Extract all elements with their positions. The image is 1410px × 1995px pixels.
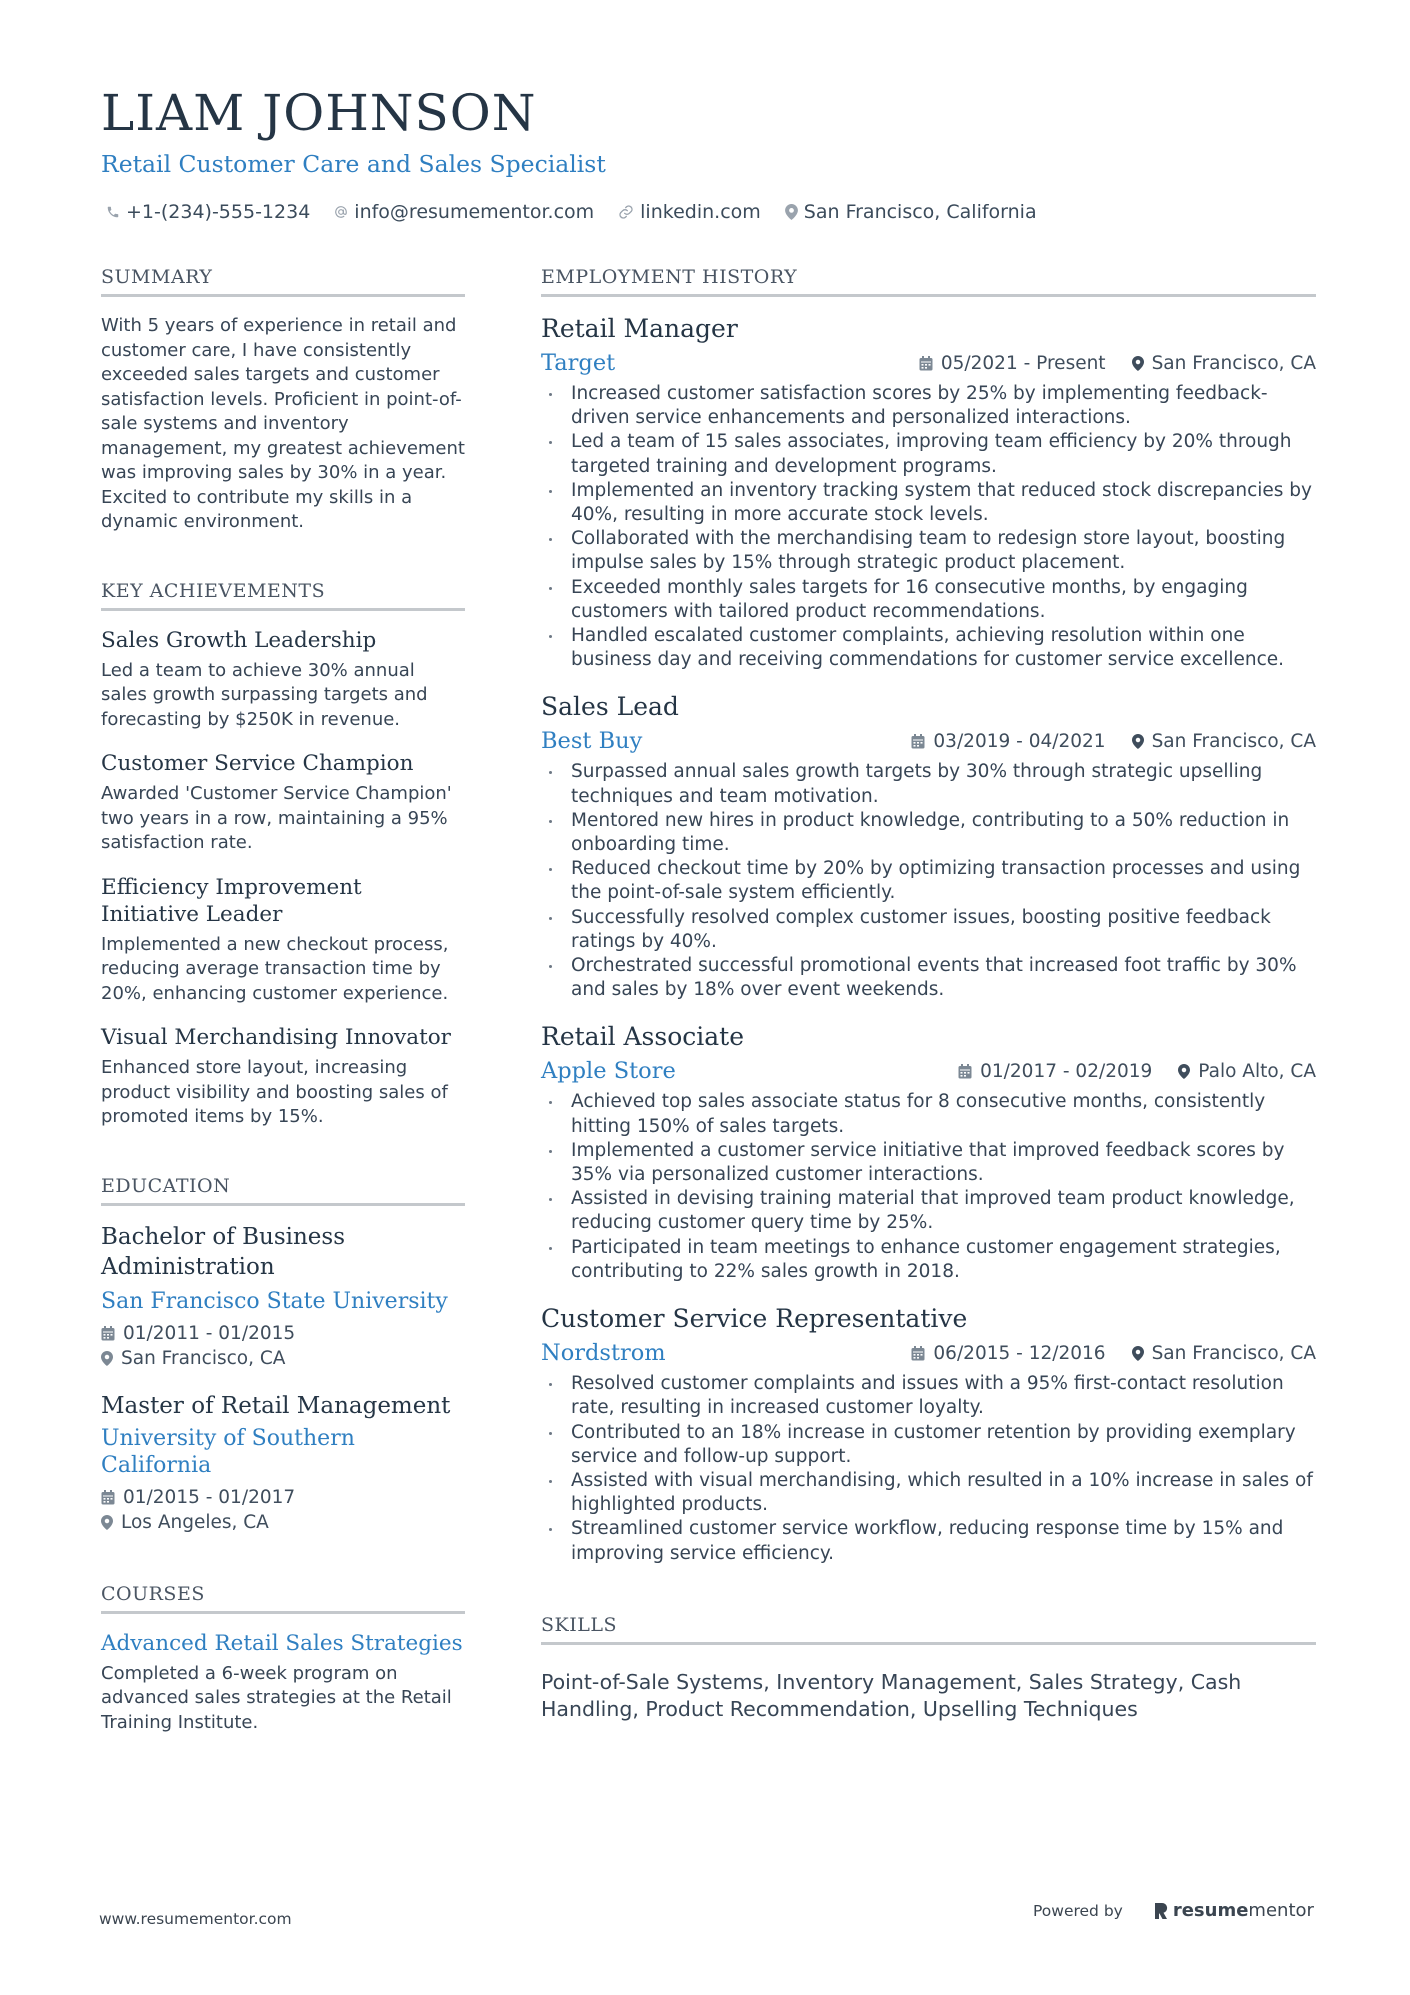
job-location-text: San Francisco, CA [1151, 1342, 1316, 1364]
calendar-icon [911, 1346, 925, 1361]
location-pin-icon [1178, 1064, 1190, 1079]
achievement-text: Led a team to achieve 30% annual sales growth surpassing targets and forecasting by $250K in revenue. [101, 659, 428, 730]
job-bullet: Assisted in devising training material that improved team product knowledge, reducing customer query time by 25%. [541, 1187, 1316, 1235]
achievement-item [101, 627, 465, 733]
education-heading: EDUCATION [101, 1175, 465, 1206]
achievement-title: Visual Merchandising Innovator [101, 1025, 451, 1050]
job-meta [911, 1343, 1316, 1364]
link-icon [618, 204, 634, 220]
contact-location [785, 201, 1037, 223]
achievement-title: Sales Growth Leadership [101, 627, 377, 653]
job-meta [958, 1061, 1316, 1082]
job-dates [919, 353, 1106, 374]
job-bullet: Led a team of 15 sales associates, improving team efficiency by 20% through targeted training and development programs. [541, 430, 1316, 478]
job-dates-text: 01/2017 - 02/2019 [980, 1060, 1153, 1082]
contact-email-text: info@resumementor.com [354, 201, 595, 223]
job-bullets [541, 760, 1316, 1002]
achievement-text: Awarded 'Customer Service Champion' two years in a row, maintaining a 95% satisfaction rate. [101, 783, 452, 853]
degree-title: Master of Retail Management [101, 1392, 451, 1419]
company-name: Best Buy [541, 728, 643, 755]
job-bullet: Collaborated with the merchandising team to redesign store layout, boosting impulse sales by 15% through strategic product placement. [541, 527, 1316, 575]
job-entry [541, 1022, 1316, 1284]
achievements-heading: KEY ACHIEVEMENTS [101, 580, 465, 611]
brand-logo[interactable] [1153, 1900, 1314, 1921]
achievement-title: Efficiency Improvement Initiative Leader [101, 874, 362, 927]
location-pin-icon [1132, 734, 1144, 749]
job-dates [911, 1343, 1105, 1364]
company-name: Nordstrom [541, 1340, 666, 1367]
job-bullets [541, 1090, 1316, 1284]
calendar-icon [101, 1490, 115, 1505]
footer-branding [1033, 1900, 1314, 1921]
calendar-icon [958, 1064, 972, 1079]
job-location-text: Palo Alto, CA [1198, 1060, 1316, 1082]
left-column [101, 266, 465, 1735]
education-location [101, 1510, 465, 1535]
achievement-text: Implemented a new checkout process, reducing average transaction time by 20%, enhancing customer experience. [101, 933, 449, 1004]
location-pin-icon [101, 1351, 113, 1366]
job-bullet: Successfully resolved complex customer issues, boosting positive feedback ratings by 40%. [541, 906, 1316, 954]
job-bullets [541, 382, 1316, 672]
achievement-text: Enhanced store layout, increasing product visibility and boosting sales of promoted items by 15%. [101, 1057, 448, 1127]
job-bullet: Handled escalated customer complaints, achieving resolution within one business day and receiving commendations for customer service excellence. [541, 624, 1316, 672]
powered-by-label: Powered by [1033, 1901, 1123, 1920]
course-item [101, 1630, 465, 1736]
job-bullet: Assisted with visual merchandising, which resulted in a 10% increase in sales of highlighted products. [541, 1469, 1316, 1517]
job-title: Retail Manager [541, 314, 738, 343]
job-title: Retail Associate [541, 1022, 745, 1052]
contact-linkedin-text: linkedin.com [640, 201, 761, 223]
job-bullet: Orchestrated successful promotional events that increased foot traffic by 30% and sales by 18% over event weekends. [541, 954, 1316, 1002]
job-entry [541, 692, 1316, 1002]
phone-icon [106, 205, 120, 219]
footer-website[interactable]: www.resumementor.com [99, 1910, 292, 1928]
education-dates-text: 01/2011 - 01/2015 [123, 1322, 296, 1344]
education-item [101, 1222, 465, 1371]
job-bullet: Reduced checkout time by 20% by optimizing transaction processes and using the point-of-sale system efficiently. [541, 857, 1316, 905]
job-dates [958, 1061, 1152, 1082]
course-text: Completed a 6-week program on advanced sales strategies at the Retail Training Institute. [101, 1662, 452, 1733]
job-bullet: Surpassed annual sales growth targets by 30% through strategic upselling techniques and team motivation. [541, 760, 1316, 808]
job-location-text: San Francisco, CA [1151, 352, 1316, 374]
job-dates-text: 05/2021 - Present [940, 352, 1106, 374]
location-pin-icon [1132, 1346, 1144, 1361]
job-bullet: Implemented an inventory tracking system that reduced stock discrepancies by 40%, resulting in more accurate stock levels. [541, 479, 1316, 527]
job-bullet: Increased customer satisfaction scores by 25% by implementing feedback-driven service enhancements and personalized interactions. [541, 382, 1316, 430]
job-title: Sales Lead [541, 692, 679, 722]
job-bullet: Resolved customer complaints and issues with a 95% first-contact resolution rate, resulting in increased customer loyalty. [541, 1372, 1316, 1420]
candidate-title: Retail Customer Care and Sales Specialist [101, 150, 606, 178]
job-bullet: Contributed to an 18% increase in customer retention by providing exemplary service and follow-up support. [541, 1421, 1316, 1469]
job-header [541, 728, 1316, 754]
job-header [541, 1058, 1316, 1084]
contact-email[interactable] [334, 201, 594, 223]
job-location [1132, 1343, 1316, 1364]
calendar-icon [911, 734, 925, 749]
job-title: Customer Service Representative [541, 1304, 968, 1334]
courses-heading: COURSES [101, 1583, 465, 1614]
job-bullet: Participated in team meetings to enhance customer engagement strategies, contributing to 22% sales growth in 2018. [541, 1236, 1316, 1284]
job-dates-text: 06/2015 - 12/2016 [933, 1342, 1106, 1364]
candidate-name: LIAM JOHNSON [101, 84, 537, 142]
calendar-icon [919, 356, 933, 371]
job-bullet: Streamlined customer service workflow, reducing response time by 15% and improving service efficiency. [541, 1517, 1316, 1565]
job-location [1132, 731, 1316, 752]
school-name: University of Southern California [101, 1425, 355, 1478]
job-bullet: Exceeded monthly sales targets for 16 consecutive months, by engaging customers with tailored product recommendations. [541, 576, 1316, 624]
job-header [541, 1340, 1316, 1366]
skills-heading: SKILLS [541, 1614, 1316, 1645]
right-column [541, 266, 1316, 1723]
education-item [101, 1391, 465, 1535]
course-title: Advanced Retail Sales Strategies [101, 1630, 463, 1656]
location-pin-icon [101, 1515, 113, 1530]
achievement-item [101, 750, 465, 856]
location-pin-icon [1132, 356, 1144, 371]
contact-bar [106, 201, 1061, 223]
job-location [1178, 1061, 1316, 1082]
job-meta [911, 731, 1316, 752]
skills-text: Point-of-Sale Systems, Inventory Management, Sales Strategy, Cash Handling, Product Recommendation, Upselling Techniques [541, 1669, 1242, 1721]
contact-phone[interactable] [106, 201, 310, 223]
job-bullet: Implemented a customer service initiative that improved feedback scores by 35% via personalized customer interactions. [541, 1139, 1316, 1187]
job-location [1132, 353, 1316, 374]
education-dates [101, 1321, 465, 1346]
job-location-text: San Francisco, CA [1151, 730, 1316, 752]
job-header [541, 350, 1316, 376]
contact-phone-text: +1-(234)-555-1234 [126, 201, 311, 223]
at-icon [334, 205, 348, 219]
summary-heading: SUMMARY [101, 266, 465, 297]
job-dates [911, 731, 1105, 752]
education-dates [101, 1485, 465, 1510]
brand-name-light: mentor [1248, 1900, 1314, 1921]
summary-text: With 5 years of experience in retail and customer care, I have consistently exceeded sales targets and customer satisfaction levels. Proficient in point-of-sale systems and inventory management, my greatest achievement was improving sales by 30% in a year. Excited to contribute my skills in a dynamic environment. [101, 315, 465, 532]
resumementor-logo-icon [1153, 1901, 1169, 1921]
job-dates-text: 03/2019 - 04/2021 [933, 730, 1106, 752]
contact-linkedin[interactable] [618, 201, 761, 223]
achievement-item [101, 874, 465, 1007]
employment-heading: EMPLOYMENT HISTORY [541, 266, 1316, 297]
job-bullets [541, 1372, 1316, 1566]
brand-name-bold: resume [1172, 1900, 1249, 1921]
school-name: San Francisco State University [101, 1288, 448, 1314]
job-entry [541, 314, 1316, 672]
education-dates-text: 01/2015 - 01/2017 [123, 1486, 296, 1508]
company-name: Target [541, 350, 616, 376]
degree-title: Bachelor of Business Administration [101, 1223, 346, 1280]
education-location [101, 1346, 465, 1371]
achievement-item [101, 1024, 465, 1130]
job-bullet: Achieved top sales associate status for 8 consecutive months, consistently hitting 150% of sales targets. [541, 1090, 1316, 1138]
education-location-text: Los Angeles, CA [121, 1511, 269, 1533]
job-bullet: Mentored new hires in product knowledge, contributing to a 50% reduction in onboarding time. [541, 809, 1316, 857]
achievement-title: Customer Service Champion [101, 751, 414, 776]
calendar-icon [101, 1326, 115, 1341]
contact-location-text: San Francisco, California [803, 201, 1037, 223]
education-location-text: San Francisco, CA [121, 1347, 286, 1369]
job-entry [541, 1304, 1316, 1566]
location-pin-icon [785, 204, 798, 220]
company-name: Apple Store [541, 1058, 676, 1085]
job-meta [919, 353, 1316, 374]
